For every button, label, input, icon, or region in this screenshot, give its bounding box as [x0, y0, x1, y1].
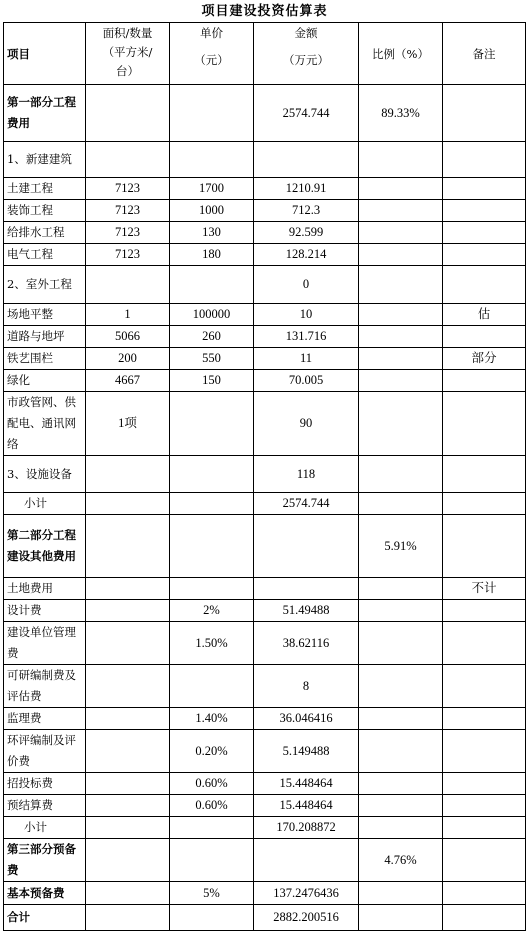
cell-ratio	[359, 773, 443, 795]
cell-item: 3、设施设备	[4, 456, 86, 493]
table-row	[4, 326, 526, 348]
cell-price	[170, 85, 254, 142]
cell-amount: 0	[254, 266, 359, 304]
table-row	[4, 730, 526, 773]
cell-amount	[254, 515, 359, 578]
cell-item: 基本预备费	[4, 882, 86, 905]
cell-item: 土地费用	[4, 578, 86, 600]
cell-area: 7123	[86, 200, 170, 222]
cell-note	[443, 773, 526, 795]
table-row	[4, 266, 526, 304]
cell-area: 1项	[86, 392, 170, 456]
cell-note	[443, 178, 526, 200]
cell-price: 2%	[170, 600, 254, 622]
cell-note	[443, 493, 526, 515]
cell-item: 给排水工程	[4, 222, 86, 244]
cell-ratio	[359, 578, 443, 600]
cell-note	[443, 600, 526, 622]
header-row	[4, 23, 526, 85]
cell-amount: 70.005	[254, 370, 359, 392]
cell-note: 估	[443, 304, 526, 326]
cell-price: 1.40%	[170, 708, 254, 730]
table-row	[4, 348, 526, 370]
cell-note	[443, 817, 526, 839]
cell-ratio	[359, 304, 443, 326]
cell-area: 5066	[86, 326, 170, 348]
header-price: 单价 （元）	[170, 23, 254, 85]
cell-note	[443, 456, 526, 493]
table-row	[4, 882, 526, 905]
table-row	[4, 200, 526, 222]
cell-item: 可研编制费及评估费	[4, 665, 86, 708]
cell-note	[443, 839, 526, 882]
cell-ratio	[359, 493, 443, 515]
cell-amount: 2574.744	[254, 85, 359, 142]
cell-amount: 51.49488	[254, 600, 359, 622]
cell-price	[170, 515, 254, 578]
cell-amount: 11	[254, 348, 359, 370]
cell-note: 部分	[443, 348, 526, 370]
table-title: 项目建设投资估算表	[201, 4, 328, 19]
table-row	[4, 142, 526, 178]
cell-amount: 15.448464	[254, 773, 359, 795]
cell-note	[443, 622, 526, 665]
cell-price	[170, 578, 254, 600]
cell-area	[86, 578, 170, 600]
table-row	[4, 817, 526, 839]
cell-ratio	[359, 905, 443, 931]
cell-amount: 2574.744	[254, 493, 359, 515]
cell-price	[170, 905, 254, 931]
table-row	[4, 665, 526, 708]
cell-ratio	[359, 600, 443, 622]
cell-note	[443, 708, 526, 730]
cell-note	[443, 795, 526, 817]
cell-ratio	[359, 882, 443, 905]
cell-item: 第一部分工程费用	[4, 85, 86, 142]
cell-note	[443, 905, 526, 931]
cell-amount: 8	[254, 665, 359, 708]
table-row	[4, 708, 526, 730]
header-note: 备注	[443, 23, 526, 85]
cell-amount	[254, 578, 359, 600]
cell-amount: 128.214	[254, 244, 359, 266]
table-row	[4, 304, 526, 326]
cell-item: 道路与地坪	[4, 326, 86, 348]
cell-area	[86, 493, 170, 515]
table-row	[4, 795, 526, 817]
table-row	[4, 370, 526, 392]
cell-amount: 118	[254, 456, 359, 493]
cell-note	[443, 326, 526, 348]
cell-item: 监理费	[4, 708, 86, 730]
cell-amount: 2882.200516	[254, 905, 359, 931]
cell-ratio	[359, 348, 443, 370]
cell-area: 7123	[86, 222, 170, 244]
cell-ratio	[359, 665, 443, 708]
cell-price	[170, 142, 254, 178]
cell-item: 市政管网、供配电、通讯网络	[4, 392, 86, 456]
table-row	[4, 85, 526, 142]
cell-note	[443, 515, 526, 578]
cell-price: 5%	[170, 882, 254, 905]
cell-price: 1000	[170, 200, 254, 222]
cell-item: 设计费	[4, 600, 86, 622]
cell-area: 1	[86, 304, 170, 326]
cell-ratio	[359, 795, 443, 817]
cell-area	[86, 515, 170, 578]
table-row	[4, 493, 526, 515]
cell-item: 招投标费	[4, 773, 86, 795]
cell-area	[86, 905, 170, 931]
cell-item: 2、室外工程	[4, 266, 86, 304]
table-row	[4, 456, 526, 493]
cell-note	[443, 370, 526, 392]
cell-item: 第三部分预备费	[4, 839, 86, 882]
cell-item: 小计	[4, 817, 86, 839]
cell-ratio	[359, 730, 443, 773]
cell-item: 预结算费	[4, 795, 86, 817]
cell-note	[443, 730, 526, 773]
cell-price: 0.60%	[170, 773, 254, 795]
cell-amount: 170.208872	[254, 817, 359, 839]
header-amount: 金额 （万元）	[254, 23, 359, 85]
cell-note	[443, 266, 526, 304]
cell-amount: 10	[254, 304, 359, 326]
cell-area	[86, 456, 170, 493]
cell-item: 合计	[4, 905, 86, 931]
cell-area	[86, 142, 170, 178]
table-row	[4, 600, 526, 622]
cell-amount	[254, 839, 359, 882]
table-row	[4, 578, 526, 600]
cell-ratio	[359, 817, 443, 839]
cell-area	[86, 708, 170, 730]
cell-area	[86, 730, 170, 773]
table-row	[4, 222, 526, 244]
cell-price: 100000	[170, 304, 254, 326]
cell-ratio: 5.91%	[359, 515, 443, 578]
cell-item: 环评编制及评价费	[4, 730, 86, 773]
cell-ratio	[359, 456, 443, 493]
cell-price: 260	[170, 326, 254, 348]
cell-ratio	[359, 622, 443, 665]
table-row	[4, 905, 526, 931]
cell-note: 不计	[443, 578, 526, 600]
cell-area: 200	[86, 348, 170, 370]
cell-item: 电气工程	[4, 244, 86, 266]
header-area: 面积/数量 （平方米/ 台）	[86, 23, 170, 85]
cell-item: 装饰工程	[4, 200, 86, 222]
cell-item: 绿化	[4, 370, 86, 392]
cell-ratio	[359, 266, 443, 304]
cell-price: 0.60%	[170, 795, 254, 817]
cell-ratio	[359, 708, 443, 730]
cell-price	[170, 456, 254, 493]
cell-price: 150	[170, 370, 254, 392]
cell-amount: 38.62116	[254, 622, 359, 665]
cell-amount: 137.2476436	[254, 882, 359, 905]
cell-ratio: 4.76%	[359, 839, 443, 882]
cell-area	[86, 839, 170, 882]
cell-amount: 90	[254, 392, 359, 456]
cell-note	[443, 200, 526, 222]
cell-price: 1.50%	[170, 622, 254, 665]
cell-area	[86, 85, 170, 142]
cell-amount: 712.3	[254, 200, 359, 222]
cell-ratio: 89.33%	[359, 85, 443, 142]
cell-price	[170, 493, 254, 515]
cell-item: 铁艺围栏	[4, 348, 86, 370]
cell-item: 1、新建建筑	[4, 142, 86, 178]
table-row	[4, 515, 526, 578]
header-ratio: 比例（%）	[359, 23, 443, 85]
cell-item: 小计	[4, 493, 86, 515]
cell-ratio	[359, 370, 443, 392]
cell-item: 第二部分工程建设其他费用	[4, 515, 86, 578]
cell-price	[170, 839, 254, 882]
table-row	[4, 392, 526, 456]
cell-amount: 15.448464	[254, 795, 359, 817]
cell-amount: 36.046416	[254, 708, 359, 730]
cell-price	[170, 392, 254, 456]
cell-price: 0.20%	[170, 730, 254, 773]
cell-area	[86, 622, 170, 665]
cell-area: 4667	[86, 370, 170, 392]
cell-ratio	[359, 326, 443, 348]
cell-area	[86, 266, 170, 304]
cell-amount: 131.716	[254, 326, 359, 348]
cell-price: 550	[170, 348, 254, 370]
cell-ratio	[359, 178, 443, 200]
table-row	[4, 773, 526, 795]
table-row	[4, 622, 526, 665]
investment-estimate-table	[3, 22, 526, 931]
cell-ratio	[359, 142, 443, 178]
cell-ratio	[359, 222, 443, 244]
cell-note	[443, 222, 526, 244]
cell-item: 土建工程	[4, 178, 86, 200]
cell-area	[86, 665, 170, 708]
cell-note	[443, 142, 526, 178]
cell-ratio	[359, 200, 443, 222]
cell-amount: 1210.91	[254, 178, 359, 200]
cell-price	[170, 817, 254, 839]
cell-area	[86, 773, 170, 795]
cell-price: 1700	[170, 178, 254, 200]
cell-area	[86, 882, 170, 905]
cell-price	[170, 665, 254, 708]
cell-item: 建设单位管理费	[4, 622, 86, 665]
cell-price: 130	[170, 222, 254, 244]
cell-area	[86, 795, 170, 817]
cell-area	[86, 817, 170, 839]
cell-note	[443, 665, 526, 708]
cell-price: 180	[170, 244, 254, 266]
cell-price	[170, 266, 254, 304]
cell-area	[86, 600, 170, 622]
cell-note	[443, 392, 526, 456]
cell-area: 7123	[86, 178, 170, 200]
table-row	[4, 244, 526, 266]
cell-amount: 92.599	[254, 222, 359, 244]
table-row	[4, 839, 526, 882]
cell-amount	[254, 142, 359, 178]
cell-note	[443, 882, 526, 905]
cell-amount: 5.149488	[254, 730, 359, 773]
table-row	[4, 178, 526, 200]
cell-note	[443, 244, 526, 266]
cell-note	[443, 85, 526, 142]
cell-area: 7123	[86, 244, 170, 266]
cell-ratio	[359, 244, 443, 266]
header-item: 项目	[4, 23, 86, 85]
cell-item: 场地平整	[4, 304, 86, 326]
cell-ratio	[359, 392, 443, 456]
